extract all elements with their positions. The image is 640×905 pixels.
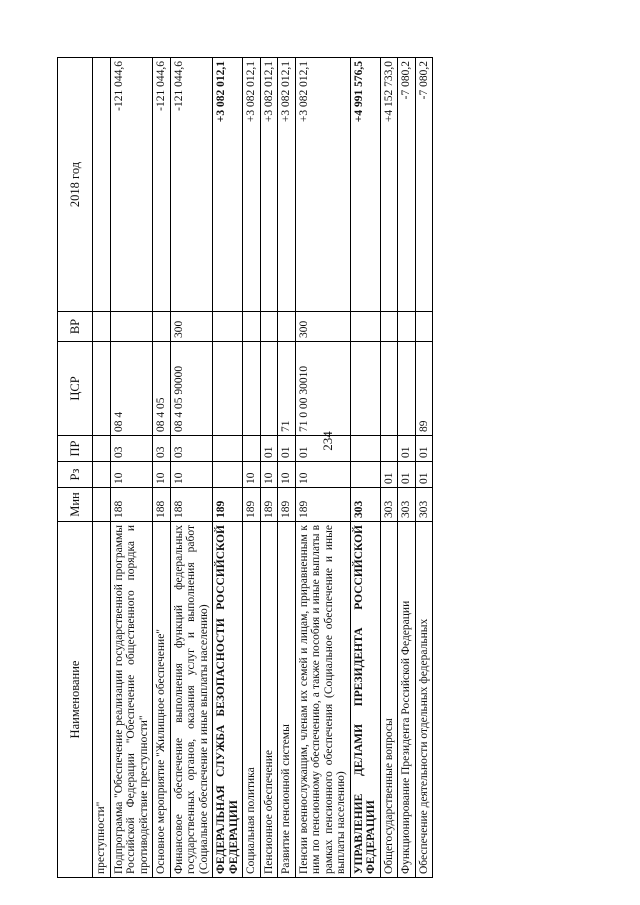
table-row [243, 58, 261, 878]
table-row [295, 58, 350, 878]
cell-pr: 03 [110, 436, 153, 462]
cell-vr [153, 312, 171, 342]
cell-rz: 01 [415, 462, 433, 488]
cell-amount: -121 044,6 [110, 58, 153, 312]
cell-name: Развитие пенсионной системы [278, 522, 296, 878]
cell-amount: -121 044,6 [170, 58, 213, 312]
cell-vr [278, 312, 296, 342]
cell-vr: 300 [295, 312, 350, 342]
cell-rz: 10 [153, 462, 171, 488]
cell-vr [110, 312, 153, 342]
cell-name: Общегосударственные вопросы [380, 522, 398, 878]
cell-rz: 10 [278, 462, 296, 488]
page-number: 234 [319, 431, 335, 451]
cell-csr [350, 342, 380, 436]
cell-min: 189 [213, 488, 243, 522]
cell-pr: 01 [278, 436, 296, 462]
table-row [110, 58, 153, 878]
cell-vr [243, 312, 261, 342]
cell-amount: +3 082 012,1 [243, 58, 261, 312]
cell-pr [93, 436, 111, 462]
cell-rz: 10 [243, 462, 261, 488]
cell-amount: -7 080,2 [398, 58, 416, 312]
cell-min: 188 [110, 488, 153, 522]
cell-csr: 71 0 00 30010 [295, 342, 350, 436]
table-body [93, 58, 433, 878]
header-rz: Рз [58, 462, 93, 488]
cell-min: 188 [170, 488, 213, 522]
cell-csr [380, 342, 398, 436]
cell-name: УПРАВЛЕНИЕ ДЕЛАМИ ПРЕЗИДЕНТА РОССИЙСКОЙ ФЕДЕРАЦИИ [350, 522, 380, 878]
table-header-row [58, 58, 93, 878]
cell-amount: -7 080,2 [415, 58, 433, 312]
cell-name: Пенсии военнослужащим, членам их семей и лицам, приравненным к ним по пенсионному обеспечению, а также пособия и иные выплаты в рамках пенсионного обеспечения (Социальное обеспечение и иные выплаты населению) [295, 522, 350, 878]
header-csr: ЦСР [58, 342, 93, 436]
cell-min: 303 [350, 488, 380, 522]
cell-rz [350, 462, 380, 488]
cell-min: 189 [260, 488, 278, 522]
rotated-page [57, 58, 587, 878]
cell-amount: +3 082 012,1 [213, 58, 243, 312]
cell-csr: 71 [278, 342, 296, 436]
cell-amount: -121 044,6 [153, 58, 171, 312]
cell-pr: 01 [295, 436, 350, 462]
cell-amount: +4 991 576,5 [350, 58, 380, 312]
cell-pr: 01 [398, 436, 416, 462]
table-row [398, 58, 416, 878]
table-row [380, 58, 398, 878]
table-row [93, 58, 111, 878]
cell-rz: 01 [398, 462, 416, 488]
cell-vr [213, 312, 243, 342]
table-row [415, 58, 433, 878]
cell-rz [93, 462, 111, 488]
cell-pr: 03 [170, 436, 213, 462]
cell-min: 188 [153, 488, 171, 522]
cell-rz: 10 [260, 462, 278, 488]
cell-amount: +3 082 012,1 [278, 58, 296, 312]
table-row [213, 58, 243, 878]
cell-name: Основное мероприятие "Жилищное обеспечение" [153, 522, 171, 878]
cell-amount [93, 58, 111, 312]
cell-vr [93, 312, 111, 342]
cell-rz [213, 462, 243, 488]
cell-vr [415, 312, 433, 342]
cell-min: 303 [380, 488, 398, 522]
cell-pr [380, 436, 398, 462]
cell-csr: 08 4 05 90000 [170, 342, 213, 436]
cell-rz: 10 [110, 462, 153, 488]
cell-rz: 01 [380, 462, 398, 488]
cell-csr: 08 4 [110, 342, 153, 436]
cell-name: Социальная политика [243, 522, 261, 878]
cell-name: ФЕДЕРАЛЬНАЯ СЛУЖБА БЕЗОПАСНОСТИ РОССИЙСКОЙ ФЕДЕРАЦИИ [213, 522, 243, 878]
cell-pr: 01 [260, 436, 278, 462]
budget-table [57, 57, 433, 878]
cell-csr [213, 342, 243, 436]
cell-csr [260, 342, 278, 436]
cell-csr: 89 [415, 342, 433, 436]
cell-rz: 10 [170, 462, 213, 488]
cell-csr [398, 342, 416, 436]
header-min: Мин [58, 488, 93, 522]
table-row [278, 58, 296, 878]
cell-min: 189 [278, 488, 296, 522]
cell-name: Обеспечение деятельности отдельных федеральных [415, 522, 433, 878]
cell-pr: 03 [153, 436, 171, 462]
cell-min: 303 [415, 488, 433, 522]
cell-vr [350, 312, 380, 342]
cell-pr [350, 436, 380, 462]
cell-vr [260, 312, 278, 342]
cell-amount: +4 152 733,0 [380, 58, 398, 312]
cell-pr [213, 436, 243, 462]
cell-name: преступности" [93, 522, 111, 878]
cell-amount: +3 082 012,1 [260, 58, 278, 312]
cell-min [93, 488, 111, 522]
table-row [260, 58, 278, 878]
cell-min: 189 [295, 488, 350, 522]
cell-name: Подпрограмма "Обеспечение реализации государственной программы Российской Федерации "Обеспечение общественного порядка и противодействие преступности" [110, 522, 153, 878]
header-name: Наименование [58, 522, 93, 878]
cell-vr: 300 [170, 312, 213, 342]
table-row [350, 58, 380, 878]
table-row [153, 58, 171, 878]
cell-amount: +3 082 012,1 [295, 58, 350, 312]
cell-name: Финансовое обеспечение выполнения функций федеральных государственных органов, оказания услуг и выполнения работ (Социальное обеспечение и иные выплаты населению) [170, 522, 213, 878]
cell-rz: 10 [295, 462, 350, 488]
header-pr: ПР [58, 436, 93, 462]
header-vr: ВР [58, 312, 93, 342]
cell-vr [398, 312, 416, 342]
header-year: 2018 год [58, 58, 93, 312]
cell-min: 303 [398, 488, 416, 522]
cell-vr [380, 312, 398, 342]
cell-min: 189 [243, 488, 261, 522]
cell-pr [243, 436, 261, 462]
cell-csr: 08 4 05 [153, 342, 171, 436]
cell-csr [243, 342, 261, 436]
cell-name: Функционирование Президента Российской Федерации [398, 522, 416, 878]
table-row [170, 58, 213, 878]
cell-name: Пенсионное обеспечение [260, 522, 278, 878]
cell-pr: 01 [415, 436, 433, 462]
cell-csr [93, 342, 111, 436]
